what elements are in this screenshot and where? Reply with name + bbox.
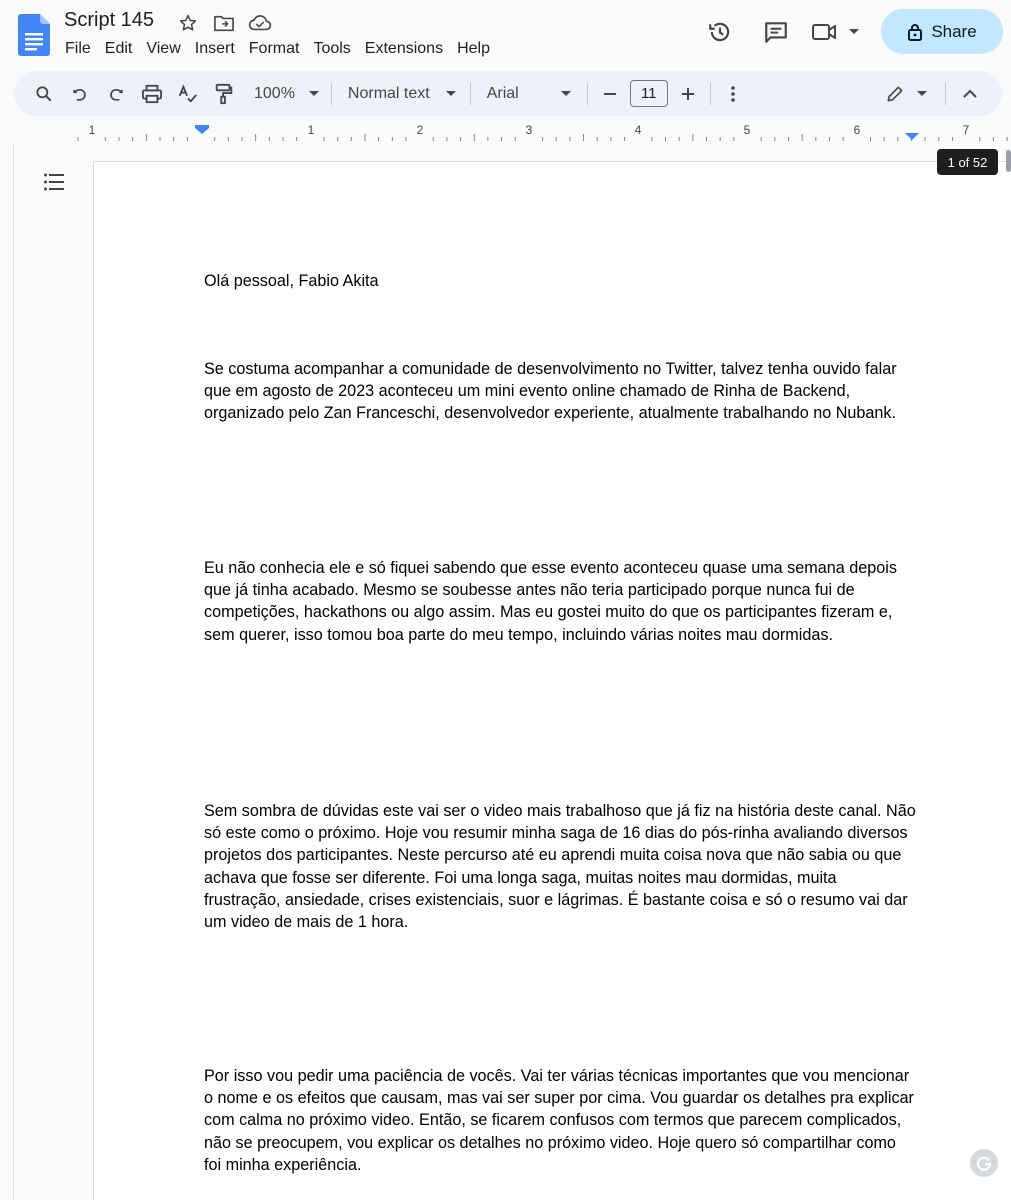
menu-format[interactable]: Format <box>248 40 300 57</box>
menu-file[interactable]: File <box>65 40 91 57</box>
redo-icon[interactable] <box>102 80 130 108</box>
ruler-number: 2 <box>416 123 424 137</box>
menu-view[interactable]: View <box>146 40 181 57</box>
horizontal-ruler[interactable] <box>0 120 1011 142</box>
chevron-down-icon <box>849 29 859 34</box>
chevron-up-icon[interactable] <box>956 80 984 108</box>
meet-button[interactable] <box>811 20 859 44</box>
menu-bar <box>58 39 497 59</box>
decrease-font-size-icon[interactable] <box>596 80 624 108</box>
toolbar-divider <box>470 83 471 105</box>
search-icon[interactable] <box>30 80 58 108</box>
outline-list-icon[interactable] <box>42 170 66 194</box>
header-bar <box>0 0 1011 68</box>
toolbar-divider <box>945 83 946 105</box>
move-folder-icon[interactable] <box>212 11 236 35</box>
chevron-down-icon <box>446 91 456 96</box>
first-line-indent-marker[interactable] <box>195 125 209 128</box>
body-paragraph[interactable]: Olá pessoal, Fabio Akita <box>204 272 379 290</box>
zoom-select[interactable] <box>254 85 319 103</box>
menu-tools[interactable]: Tools <box>313 40 351 57</box>
toolbar-divider <box>587 83 588 105</box>
edit-pencil-icon <box>885 84 905 104</box>
print-icon[interactable] <box>138 80 166 108</box>
page-count-badge: 1 of 52 <box>937 149 998 175</box>
scrollbar-thumb[interactable] <box>1006 150 1011 172</box>
body-paragraph[interactable]: Sem sombra de dúvidas este vai ser o video mais trabalhoso que já fiz na história deste canal. Não só este como o próximo. Hoje vou resumir minha saga de 16 dias do pós-rinha avaliando diversos projetos dos participantes. Neste percurso até eu aprendi muita coisa nova que não sabia ou que achava que fosse ser diferente. Foi uma longa saga, muitas noites mau dormidas, muita frustração, ansiedade, crises existenciais, suor e lágrimas. É bastante coisa e só o resumo vai dar um video de mais de 1 hora. <box>204 802 916 932</box>
menu-help[interactable]: Help <box>457 40 490 57</box>
grammarly-icon[interactable] <box>970 1149 998 1177</box>
share-label: Share <box>931 21 977 41</box>
lock-icon <box>907 23 923 41</box>
toolbar-divider <box>331 83 332 105</box>
menu-edit[interactable]: Edit <box>104 40 133 57</box>
font-family-value: Arial <box>486 84 519 102</box>
formatting-toolbar <box>14 71 1002 116</box>
ruler-number: 3 <box>525 123 533 137</box>
document-title[interactable]: Script 145 <box>64 9 155 31</box>
star-icon[interactable] <box>176 11 200 35</box>
editing-mode-select[interactable] <box>885 84 927 104</box>
spellcheck-icon[interactable] <box>174 80 202 108</box>
paint-format-icon[interactable] <box>210 80 238 108</box>
ruler-number: 1 <box>88 123 96 137</box>
toolbar-divider <box>710 83 711 105</box>
indent-marker-right[interactable] <box>905 133 919 140</box>
increase-font-size-icon[interactable] <box>674 80 702 108</box>
ruler-number: 4 <box>634 123 642 137</box>
body-paragraph[interactable]: Eu não conhecia ele e só fiquei sabendo que esse evento aconteceu quase uma semana depois que já tinha acabado. Mesmo se soubesse antes não teria participado porque nunca fui de competições, hackathons ou algo assim. Mas eu gostei muito do que os participantes fizeram e, sem querer, isso tomou boa parte do meu tempo, incluindo várias noites mau dormidas. <box>204 559 897 644</box>
zoom-value: 100% <box>254 84 295 102</box>
paragraph-style-value: Normal text <box>347 84 430 102</box>
ruler-number: 5 <box>743 123 751 137</box>
document-page[interactable] <box>93 161 1011 1200</box>
share-button[interactable] <box>881 9 1003 54</box>
history-icon[interactable] <box>699 11 741 53</box>
undo-icon[interactable] <box>66 80 94 108</box>
chevron-down-icon <box>917 91 927 96</box>
outline-panel <box>13 145 93 1200</box>
menu-extensions[interactable]: Extensions <box>364 40 444 57</box>
menu-insert[interactable]: Insert <box>194 40 235 57</box>
cloud-status-icon[interactable] <box>248 11 272 35</box>
docs-logo-icon[interactable] <box>18 14 50 56</box>
body-paragraph[interactable]: Se costuma acompanhar a comunidade de desenvolvimento no Twitter, talvez tenha ouvido falar que em agosto de 2023 aconteceu um mini evento online chamado de Rinha de Backend, organizado pelo Zan Franceschi, desenvolvedor experiente, atualmente trabalhando no Nubank. <box>204 360 897 423</box>
ruler-number: 6 <box>853 123 861 137</box>
font-family-select[interactable] <box>487 85 571 103</box>
ruler-number: 7 <box>962 123 970 137</box>
comment-icon[interactable] <box>755 11 797 53</box>
chevron-down-icon <box>309 91 319 96</box>
chevron-down-icon <box>561 91 571 96</box>
paragraph-style-select[interactable] <box>348 85 456 103</box>
more-vert-icon[interactable] <box>719 80 747 108</box>
indent-marker-left[interactable] <box>195 128 209 134</box>
body-paragraph[interactable]: Por isso vou pedir uma paciência de vocês. Vai ter várias técnicas importantes que vou mencionar o nome e os efeitos que causam, mas vai ser super por cima. Vou guardar os detalhes pra explicar com calma no próximo video. Então, se ficarem confusos com termos que parecem complicados, não se preocupem, vou explicar os detalhes no próximo video. Hoje quero só compartilhar como foi minha experiência. <box>204 1067 914 1174</box>
font-size-input[interactable]: 11 <box>630 80 668 107</box>
meet-icon <box>811 20 839 44</box>
ruler-number: 1 <box>307 123 315 137</box>
